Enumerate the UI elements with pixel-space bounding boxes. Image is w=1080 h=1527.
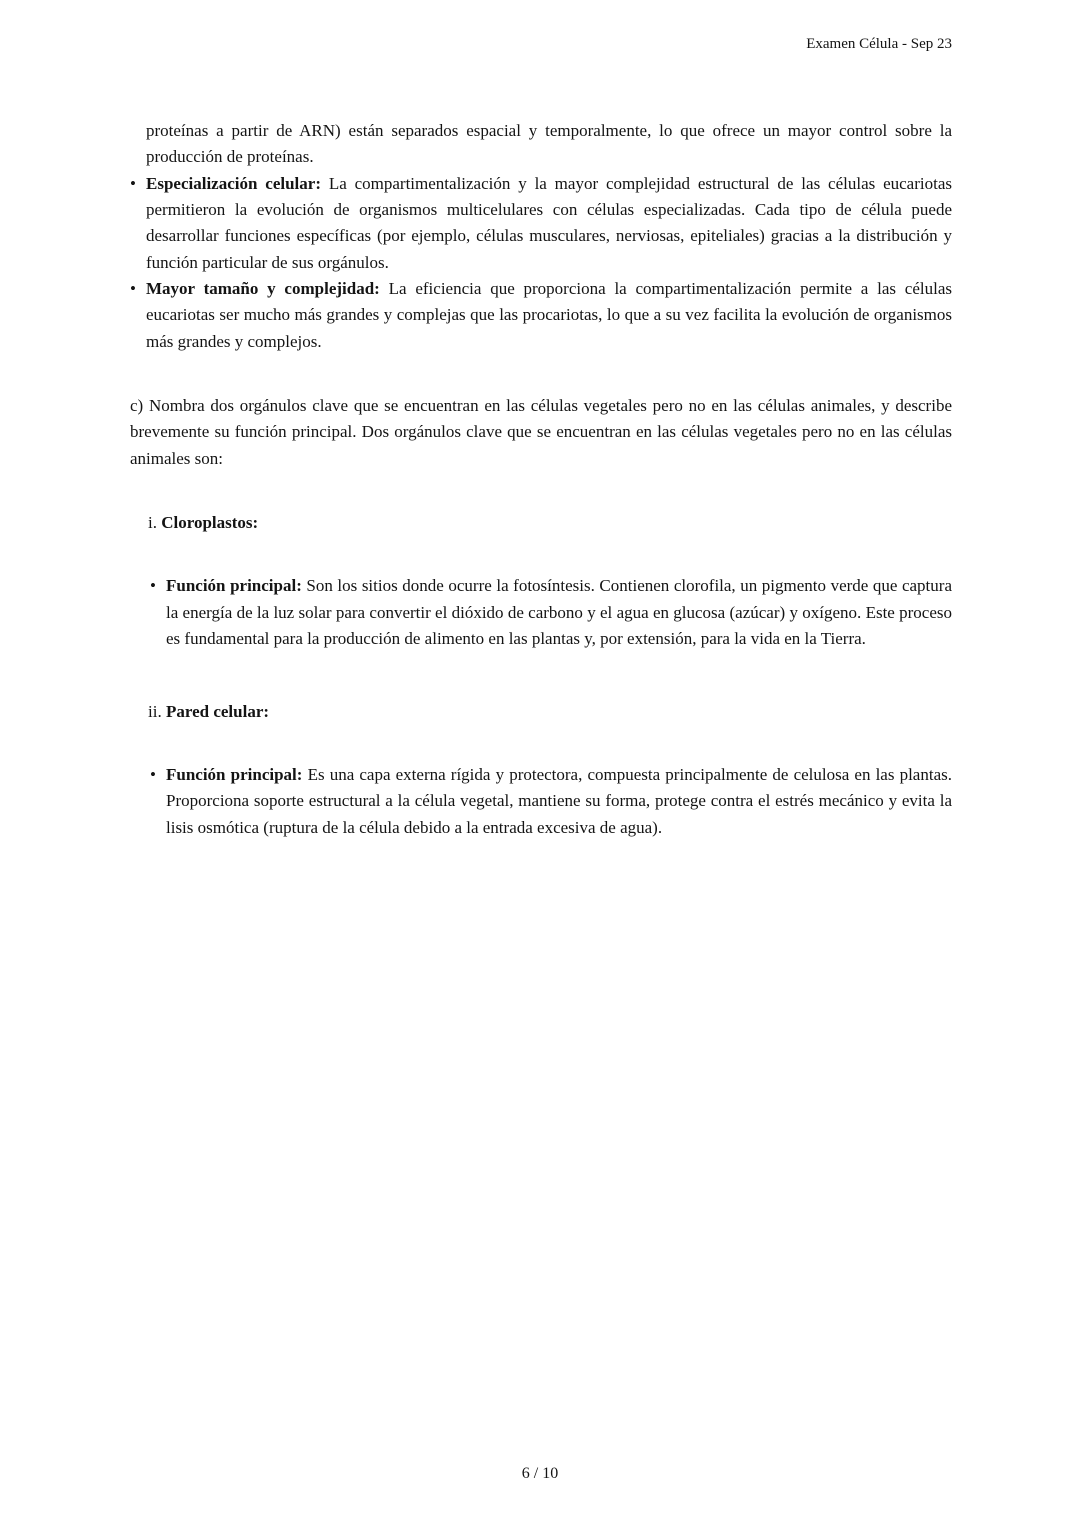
page-content <box>130 118 952 841</box>
list-item <box>150 573 952 652</box>
list-item <box>150 762 952 841</box>
list-item-text: Es una capa externa rígida y protectora, compuesta principalmente de celulosa en las plantas. Proporciona soporte estructural a la célula vegetal, mantiene su forma, protege contra el estrés mecánico y evita la lisis osmótica (ruptura de la célula debido a la entrada excesiva de agua). <box>166 764 952 837</box>
list-item-term: Función principal: <box>166 576 302 596</box>
list-item-text: La compartimentalización y la mayor complejidad estructural de las células eucariotas permitieron la evolución de organismos multicelulares con células especializadas. Cada tipo de célula puede desarrollar funciones específicas (por ejemplo, células musculares, nerviosas, epiteliales) gracias a la distribución y función particular de sus orgánulos. <box>146 173 952 272</box>
list-item-text: La eficiencia que proporciona la compartimentalización permite a las células eucariotas ser mucho más grandes y complejas que las procariotas, lo que a su vez facilita la evolución de organismos más grandes y complejos. <box>146 279 952 351</box>
list-item-term: Especialización celular: <box>146 173 321 193</box>
list-item-term: Mayor tamaño y complejidad: <box>146 279 380 299</box>
question-c: c) Nombra dos orgánulos clave que se encuentran en las células vegetales pero no en las células animales, y describe brevemente su función principal. Dos orgánulos clave que se encuentran en las células vegetales pero no en las células animales son: <box>130 396 952 468</box>
item-ii-heading <box>148 699 952 725</box>
item-i-marker: i. <box>148 513 157 533</box>
bullet-marker: • <box>150 764 156 784</box>
list-item <box>130 171 952 276</box>
header-title: Examen Célula - Sep 23 <box>806 36 952 52</box>
item-i-heading <box>148 510 952 536</box>
list-item <box>130 276 952 355</box>
list-item-body <box>146 276 952 355</box>
paragraph-continuation: proteínas a partir de ARN) están separados espacial y temporalmente, lo que ofrece un mayor control sobre la producción de proteínas. <box>146 121 952 167</box>
list-item-body <box>166 573 952 652</box>
page-footer <box>0 1465 1080 1483</box>
list-item-text: Son los sitios donde ocurre la fotosíntesis. Contienen clorofila, un pigmento verde que captura la energía de la luz solar para convertir el dióxido de carbono y el agua en glucosa (azúcar) y oxígeno. Este proceso es fundamental para la producción de alimento en las plantas y, por extensión, para la vida en la Tierra. <box>166 576 952 649</box>
page-number: 6 / 10 <box>521 1465 559 1482</box>
page-header <box>806 36 952 53</box>
item-ii-marker: ii. <box>148 701 162 721</box>
item-i-title: Cloroplastos: <box>161 513 259 533</box>
bullet-marker: • <box>130 279 136 299</box>
bullet-marker: • <box>150 576 156 596</box>
item-ii-title: Pared celular: <box>165 701 270 721</box>
list-item-body <box>146 171 952 276</box>
bullet-marker: • <box>130 173 136 193</box>
list-item-body <box>166 762 952 841</box>
list-item-term: Función principal: <box>166 764 303 784</box>
